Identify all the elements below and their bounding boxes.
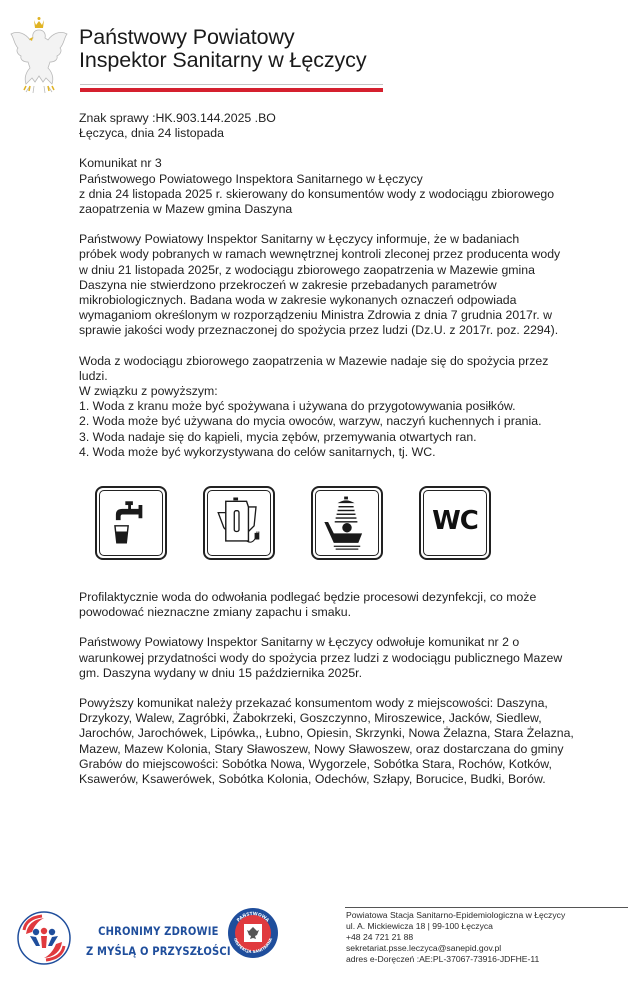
paragraph-line: Mazew, Mazew Kolonia, Stary Sławoszew, Nowy Sławoszew, oraz dostarczana do gminy xyxy=(79,741,564,756)
header-divider-gray xyxy=(80,84,383,85)
paragraph-line: Powyższy komunikat należy przekazać konsumentom wody z miejscowości: Daszyna, xyxy=(79,696,548,711)
sanitary-inspection-badge-icon xyxy=(227,907,279,959)
paragraph-line: W związku z powyższym: xyxy=(79,384,218,399)
header-divider-red xyxy=(80,88,383,92)
paragraph-line: mikrobiologicznych. Badana woda w zakresie wykonanych oznaczeń odpowiada xyxy=(79,293,517,308)
paragraph-line: gm. Daszyna wydany w dniu 15 października 2025r. xyxy=(79,665,362,680)
list-item: 3. Woda nadaje się do kąpieli, mycia zębów, przemywania otwartych ran. xyxy=(79,429,477,444)
list-item: 1. Woda z kranu może być spożywana i używana do przygotowywania posiłków. xyxy=(79,399,516,414)
announcement-issuer: Państwowego Powiatowego Inspektora Sanitarnego w Łęczycy xyxy=(79,171,423,186)
document-body xyxy=(79,111,599,787)
paragraph-line: próbek wody pobranych w ramach wewnętrznej kontroli zleconej przez producenta wody xyxy=(79,247,561,262)
paragraph-line: Jarochów, Jarochówek, Lipówka,, Łubno, Opiesin, Skrzynki, Nowa Żelazna, Stara Żelazna, xyxy=(79,726,574,741)
institution-name-line1: Państwowy Powiatowy xyxy=(79,25,295,49)
slogan-line2: Z MYŚLĄ O PRZYSZŁOŚCI xyxy=(86,944,231,958)
paragraph-line: Grabów do miejscowości: Sobótka Nowa, Wygorzele, Sobótka Stara, Rochów, Kotków, xyxy=(79,756,552,771)
paragraph-line: Woda z wodociągu zbiorowego zaopatrzenia w Mazewie nadaje się do spożycia przez xyxy=(79,353,549,368)
case-number: Znak sprawy :HK.903.144.2025 .BO xyxy=(79,111,276,125)
findings-paragraph xyxy=(79,232,599,338)
usage-list xyxy=(79,399,599,460)
station-name: Powiatowa Stacja Sanitarno-Epidemiologiczna w Łęczycy xyxy=(346,910,566,920)
paragraph-line: Państwowy Powiatowy Inspektor Sanitarny w Łęczycy informuje, że w badaniach xyxy=(79,232,520,247)
announcement-subject-line: zaopatrzenia w Mazew gmina Daszyna xyxy=(79,202,293,217)
revocation-paragraph xyxy=(79,635,599,681)
badge-bottom-text: INSPEKCJA SANITARNA xyxy=(232,937,274,955)
e-delivery-address: adres e-Doręczeń :AE:PL-37067-73916-JDFHE-11 xyxy=(346,954,540,964)
slogan-line1: CHRONIMY ZDROWIE xyxy=(98,924,219,938)
paragraph-line: wymaganiom określonym w rozporządzeniu Ministra Zdrowia z dnia 7 grudnia 2017r. w xyxy=(79,308,552,323)
shower-bath-icon xyxy=(311,486,383,560)
footer-divider xyxy=(345,907,628,908)
slogan xyxy=(86,921,231,961)
paragraph-line: powodować nieznaczne zmiany zapachu i smaku. xyxy=(79,605,352,620)
suitability-paragraph xyxy=(79,354,599,400)
paragraph-line: Daszyna nie stwierdzono przekroczeń w zakresie przebadanych parametrów xyxy=(79,277,497,292)
paragraph-line: w dniu 21 listopada 2025r, z wodociągu zbiorowego zaopatrzenia w Mazewie gmina xyxy=(79,262,535,277)
paragraph-line: Państwowy Powiatowy Inspektor Sanitarny w Łęczycy odwołuje komunikat nr 2 o xyxy=(79,635,520,650)
institution-name-line2: Inspektor Sanitarny w Łęczycy xyxy=(79,48,367,72)
place-date: Łęczyca, dnia 24 listopada xyxy=(79,126,224,141)
institution-name xyxy=(79,26,366,72)
paragraph-line: Profilaktycznie woda do odwołania podlegać będzie procesowi dezynfekcji, co może xyxy=(79,590,537,605)
paragraph-line: Ksawerów, Ksawerówek, Sobótka Kolonia, Odechów, Szłapy, Borucice, Budki, Borów. xyxy=(79,772,546,787)
footer-address xyxy=(346,910,565,965)
polish-eagle-emblem-icon xyxy=(8,16,70,94)
disinfection-paragraph xyxy=(79,590,599,620)
paragraph-line: sprawie jakości wody przeznaczonej do spożycia przez ludzi (Dz.U. z 2017r. poz. 2294). xyxy=(79,323,559,338)
wc-label: WC xyxy=(432,506,478,536)
protect-health-logo-icon xyxy=(16,910,72,966)
paragraph-line: warunkowej przydatności wody do spożycia przez ludzi z wodociągu publicznego Mazew xyxy=(79,650,563,665)
list-item: 2. Woda może być używana do mycia owoców, warzyw, naczyń kuchennych i prania. xyxy=(79,414,542,429)
letterhead xyxy=(0,0,643,100)
phone-number: +48 24 721 21 88 xyxy=(346,932,414,942)
announcement-title: Komunikat nr 3 xyxy=(79,156,162,171)
tap-water-glass-icon xyxy=(95,486,167,560)
paragraph-line: Drzykozy, Walew, Zagróbki, Żabokrzeki, Goszczynno, Miroszewice, Jacków, Siedlew, xyxy=(79,711,542,726)
paragraph-line: ludzi. xyxy=(79,368,108,383)
wc-icon xyxy=(419,486,491,560)
badge-top-text: PAŃSTWOWA xyxy=(236,911,270,924)
list-item: 4. Woda może być wykorzystywana do celów sanitarnych, tj. WC. xyxy=(79,444,436,459)
announcement-subject-line: z dnia 24 listopada 2025 r. skierowany do konsumentów wody z wodociągu zbiorowego xyxy=(79,186,555,201)
usage-pictograms xyxy=(95,486,495,561)
street-address: ul. A. Mickiewicza 18 | 99-100 Łęczyca xyxy=(346,921,493,931)
electric-kettle-icon xyxy=(203,486,275,560)
email-address: sekretariat.psse.leczyca@sanepid.gov.pl xyxy=(346,943,502,953)
distribution-paragraph xyxy=(79,696,599,787)
